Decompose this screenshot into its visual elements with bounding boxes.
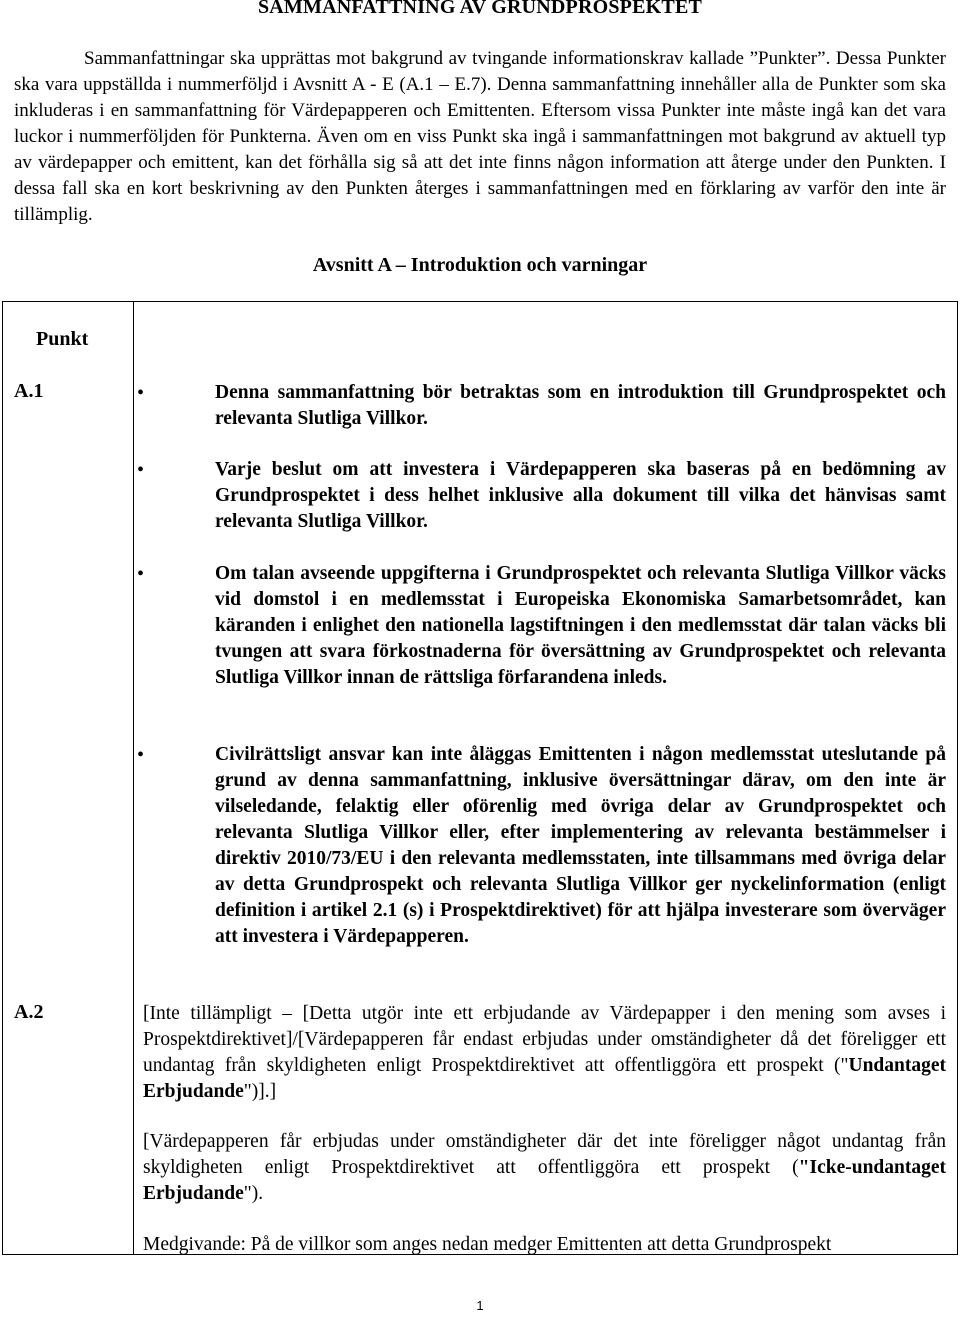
column-divider (133, 302, 134, 1254)
a2-p1-end: ")].] (243, 1081, 277, 1102)
row-label-a1: A.1 (14, 380, 44, 402)
a1-bullet-3: Om talan avseende uppgifterna i Grundprospektet och relevanta Slutliga Villkor väcks vid domstol i en medlemsstat i Europeiska Ekonomiska Samarbetsområdet, kan käranden i enlighet den nationella lagstiftningen i den medlemsstat där talan väcks bli tvungen att svara förkostnaderna för översättning av Grundprospektet och relevanta Slutliga Villkor innan de rättsliga förfarandena inleds. (215, 563, 946, 688)
bullet-icon: • (137, 382, 145, 404)
document-title: SAMMANFATTNING AV GRUNDPROSPEKTET (257, 0, 703, 18)
a2-paragraph-3: Medgivande: På de villkor som anges nedan medger Emittenten att detta Grundprospekt (143, 1234, 832, 1255)
a2-p1-term: Undantaget Erbjudande (143, 1055, 946, 1102)
section-heading: Avsnitt A – Introduktion och varningar (312, 254, 648, 276)
a1-bullet-1: Denna sammanfattning bör betraktas som en introduktion till Grundprospektet och relevanta Slutliga Villkor. (215, 382, 946, 429)
a2-p2-end: "). (243, 1183, 264, 1204)
intro-paragraph: Sammanfattningar ska upprättas mot bakgrund av tvingande informationskrav kallade ”Punkter”. Dessa Punkter ska vara uppställda i nummerföljd i Avsnitt A - E (A.1 – E.7). Denna sammanfattning innehåller alla de Punkter som ska inkluderas i en sammanfattning för Värdepapperen och Emittenten. Eftersom vissa Punkter inte måste ingå kan det vara luckor i nummerföljden för Punkterna. Även om en viss Punkt ska ingå i sammanfattningen mot bakgrund av aktuell typ av värdepapper och emittent, kan det förhålla sig så att det inte finns någon information att återge under den Punkten. I dessa fall ska en kort beskrivning av den Punkten återges i sammanfattningen med en förklaring av varför den inte är tillämplig. (14, 48, 946, 225)
a1-bullet-2: Varje beslut om att investera i Värdepapperen ska baseras på en bedömning av Grundprospektet i dess helhet inklusive alla dokument till vilka det hänvisas samt relevanta Slutliga Villkor. (215, 459, 946, 532)
a2-p1-text: [Inte tillämpligt – [Detta utgör inte ett erbjudande av Värdepapper i den mening som avses i Prospektdirektivet]/[Värdepapperen får endast erbjudas under omständigheter då det föreligger ett undantag från skyldigheten enligt Prospektdirektivet att offentliggöra ett prospekt (" (143, 1003, 946, 1076)
column-header-punkt: Punkt (36, 328, 89, 350)
bullet-icon: • (137, 744, 145, 766)
a2-paragraph-2 (143, 1129, 946, 1207)
a2-p2-text: [Värdepapperen får erbjudas under omständigheter där det inte föreligger något undantag från skyldigheten enligt Prospektdirektivet att offentliggöra ett prospekt ( (143, 1131, 946, 1178)
bullet-icon: • (137, 563, 145, 585)
a2-paragraph-1 (143, 1001, 946, 1105)
a1-bullet-4: Civilrättsligt ansvar kan inte åläggas Emittenten i någon medlemsstat uteslutande på grund av denna sammanfattning, inklusive översättningar därav, om den inte är vilseledande, felaktig eller oförenlig med övriga delar av Grundprospektet och relevanta Slutliga Villkor eller, efter implementering av relevanta bestämmelser i direktiv 2010/73/EU i den relevanta medlemsstaten, inte tillsammans med övriga delar av detta Grundprospekt och relevanta Slutliga Villkor ger nyckelinformation (enligt definition i artikel 2.1 (s) i Prospektdirektivet) för att hjälpa investerare som överväger att investera i Värdepapperen. (215, 744, 946, 947)
page-number: 1 (476, 1298, 484, 1313)
a2-p2-term: "Icke-undantaget Erbjudande (143, 1157, 946, 1204)
bullet-icon: • (137, 459, 145, 481)
row-label-a2: A.2 (14, 1001, 44, 1023)
